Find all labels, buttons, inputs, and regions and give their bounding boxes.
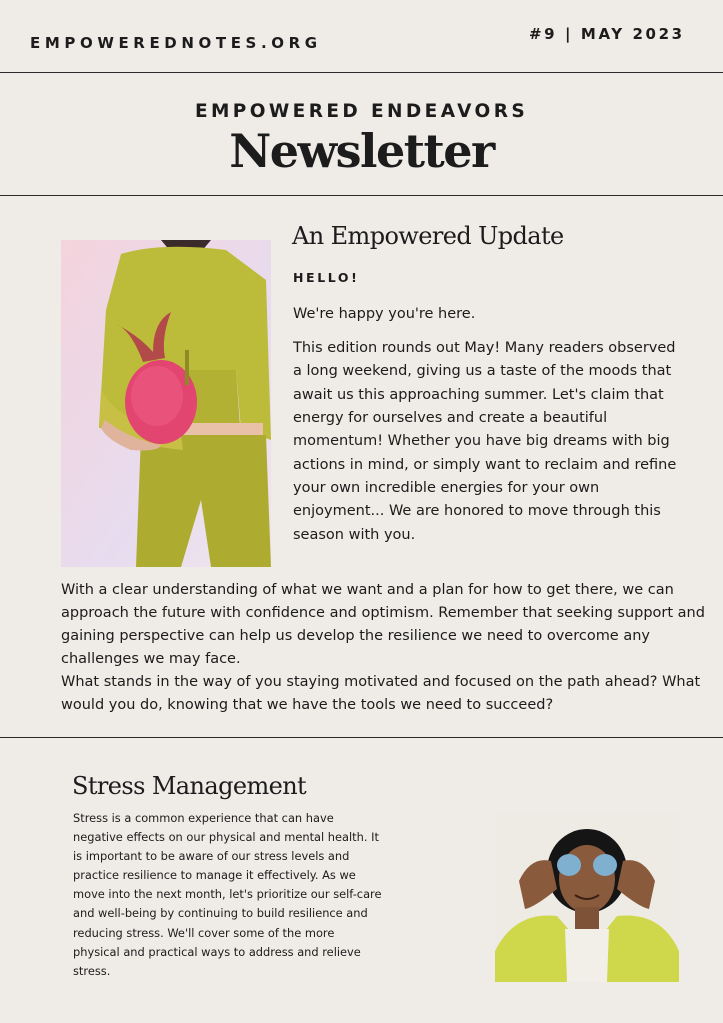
site-name: EMPOWEREDNOTES.ORG bbox=[30, 34, 322, 52]
update-heading: An Empowered Update bbox=[292, 222, 564, 250]
continued-paragraph-2: What stands in the way of you staying motivated and focused on the path ahead? What would you do, knowing that we have the tools we need to succeed? bbox=[61, 674, 701, 714]
greeting: HELLO! bbox=[293, 270, 360, 285]
issue-date: #9 | MAY 2023 bbox=[529, 25, 685, 43]
section-divider bbox=[0, 737, 723, 738]
masthead-divider bbox=[0, 195, 723, 196]
update-body: This edition rounds out May! Many readers observed a long weekend, giving us a taste of the moods that await us this approaching summer. Let's claim that energy for ourselves and create a beautiful momentum! Whether you have big dreams with big actions in mind, or simply want to reclaim and refine your own incredible energies for your own enjoyment... We are honored to move through this season with you. bbox=[293, 340, 677, 543]
continued-paragraph-1: With a clear understanding of what we want and a plan for how to get there, we can approach the future with confidence and optimism. Remember that seeking support and gaining perspective can help us develop the resilience we need to overcome any challenges we may face. bbox=[61, 582, 705, 668]
stress-heading: Stress Management bbox=[72, 772, 307, 800]
pineapple-photo bbox=[61, 240, 271, 567]
header-divider bbox=[0, 72, 723, 73]
intro-text: We're happy you're here. bbox=[293, 306, 476, 322]
masthead-title: Newsletter bbox=[229, 124, 494, 178]
stress-body: Stress is a common experience that can have negative effects on our physical and mental health. It is important to be aware of our stress levels and practice resilience to manage it effectively. As we move into the next month, let's prioritize our self-care and well-being by continuing to build resilience and reducing stress. We'll cover some of the more physical and practical ways to address and relieve stress. bbox=[73, 811, 382, 978]
masthead-kicker: EMPOWERED ENDEAVORS bbox=[194, 101, 529, 122]
update-continued bbox=[61, 579, 711, 718]
woman-photo bbox=[495, 811, 679, 982]
